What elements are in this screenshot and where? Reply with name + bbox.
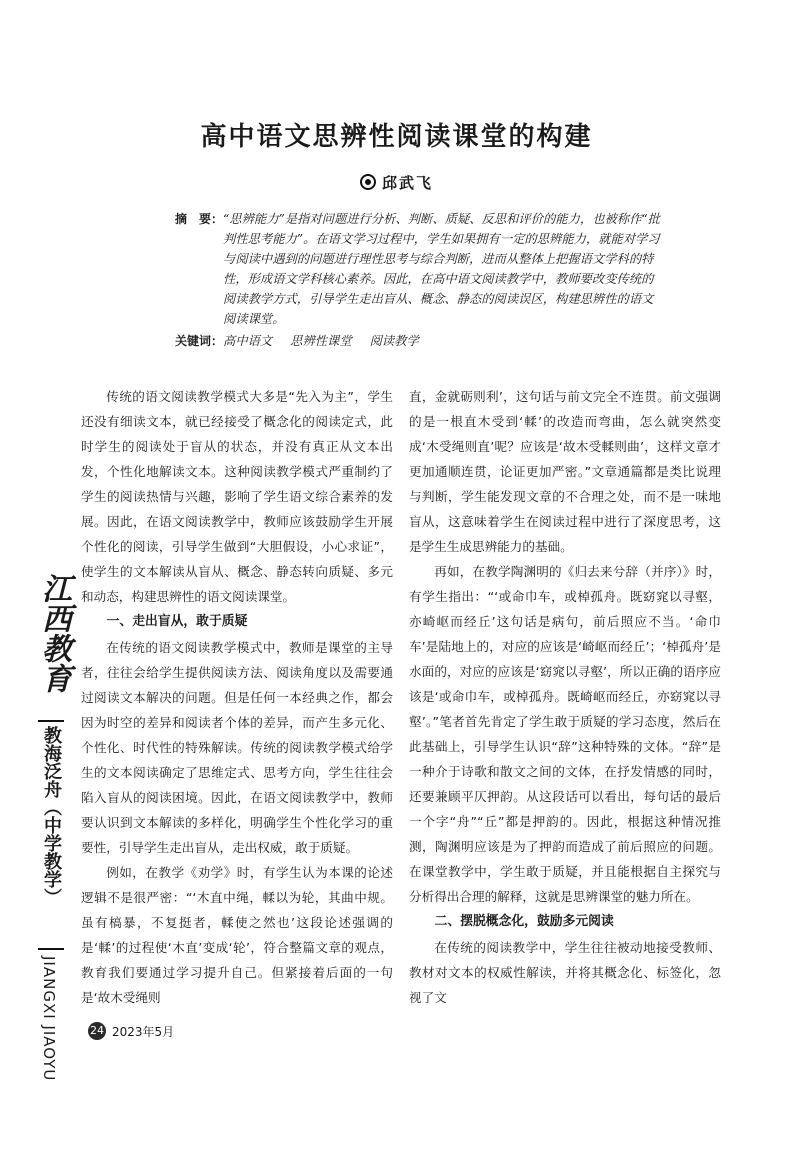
keywords-row <box>175 331 665 351</box>
journal-sidebar <box>34 548 71 1176</box>
section-name: 教海泛舟（中学教学） <box>38 720 64 950</box>
keyword: 阅读教学 <box>369 334 419 348</box>
paragraph: 在传统的语文阅读教学模式中，教师是课堂的主导者，往往会给学生提供阅读方法、阅读角度以及需要通过阅读文本解决的问题。但是任何一本经典之作，都会因为时空的差异和阅读者个体的差异，而产生多元化、个性化、时代性的特殊解读。传统的阅读教学模式给学生的文本阅读确定了思维定式、思考方向，学生往往会陷入盲从的阅读困境。因此，在语文阅读教学中，教师要认识到文本解读的多样化，明确学生个性化学习的重要性，引导学生走出盲从，走出权威，敢于质疑。 <box>81 640 393 855</box>
section-heading-2: 二、摆脱概念化，鼓励多元阅读 <box>434 914 614 929</box>
keyword: 思辨性课堂 <box>290 334 352 348</box>
keywords-label: 关键词： <box>175 334 224 348</box>
journal-logo: 江西教育 <box>36 573 71 693</box>
section-heading-1: 一、走出盲从，敢于质疑 <box>106 614 248 629</box>
page-number: 24 <box>88 1022 106 1040</box>
keywords-list <box>223 331 433 351</box>
paragraph: 传统的语文阅读教学模式大多是“先入为主”，学生还没有细读文本，就已经接受了概念化的阅读定式，此时学生的阅读处于盲从的状态，并没有真正从文本出发，个性化地解读文本。这种阅读教学模式严重制约了学生的阅读热情与兴趣，影响了学生语文综合素养的发展。因此，在语文阅读教学中，教师应该鼓励学生开展个性化的阅读，引导学生做到“大胆假设，小心求证”，使学生的文本解读从盲从、概念、静态转向质疑、多元和动态，构建思辨性的语文阅读课堂。 <box>81 389 393 604</box>
journal-english-name: JIANGXI JIAOYU <box>40 956 58 1082</box>
bullet-icon <box>360 174 376 190</box>
abstract-row <box>175 209 665 329</box>
abstract-text: “思辨能力”是指对问题进行分析、判断、质疑、反思和评价的能力，也被称作“批判性思考能力”。在语文学习过程中，学生如果拥有一定的思辨能力，就能对学习与阅读中遇到的问题进行理性思考与综合判断，进而从整体上把握语文学科的特性，形成语文学科核心素养。因此，在高中语文阅读教学中，教师要改变传统的阅读教学方式，引导学生走出盲从、概念、静态的阅读误区，构建思辨性的语文阅读课堂。 <box>223 212 660 326</box>
issue-date: 2023年5月 <box>112 1024 175 1039</box>
paragraph: 再如，在教学陶渊明的《归去来兮辞（并序）》时，有学生指出：“‘或命巾车，或棹孤舟。既窈窕以寻壑，亦崎岖而经丘’这句话是病句，前后照应不当。‘命巾车’是陆地上的，对应的应该是‘崎岖而经丘’；‘棹孤舟’是水面的，对应的应该是‘窈窕以寻壑’，所以正确的语序应该是‘或命巾车，或棹孤舟。既崎岖而经丘，亦窈窕以寻壑’。”笔者首先肯定了学生敢于质疑的学习态度，然后在此基础上，引导学生认识“辞”这种特殊的文体。“辞”是一种介于诗歌和散文之间的文体，在抒发情感的同时，还要兼顾平仄押韵。从这段话可以看出，每句话的最后一个字“舟”“丘”都是押韵的。因此，根据这种情况推测，陶渊明应该是为了押韵而造成了前后照应的问题。在课堂教学中，学生敢于质疑，并且能根据自主探究与分析得出合理的解释，这就是思辨课堂的魅力所在。 <box>409 564 721 904</box>
keyword: 高中语文 <box>223 334 273 348</box>
paragraph: 例如，在教学《劝学》时，有学生认为本课的论述逻辑不是很严密：“‘木直中绳，輮以为轮，其曲中规。虽有槁暴，不复挺者，輮使之然也’这段论述强调的是‘輮’的过程使‘木直’变成‘轮’，符合整篇文章的观点，教育我们要通过学习提升自己。但紧接着后面的一句是‘故木受绳则 <box>81 865 393 1005</box>
paragraph: 直，金就砺则利’，这句话与前文完全不连贯。前文强调的是一根直木受到‘輮’的改造而弯曲，怎么就突然变成‘木受绳则直’呢？应该是‘故木受輮则曲’，这样文章才更加通顺连贯，论证更加严密。”文章通篇都是类比说理与判断，学生能发现文章的不合理之处，而不是一味地盲从，这意味着学生在阅读过程中进行了深度思考，这是学生生成思辨能力的基础。 <box>409 389 721 554</box>
page-footer <box>88 1022 174 1040</box>
author-line <box>0 172 793 193</box>
abstract-label: 摘 要： <box>175 212 224 226</box>
author-name: 邱武飞 <box>381 174 433 192</box>
abstract-block <box>175 209 665 351</box>
left-column <box>81 384 393 1010</box>
article-title: 高中语文思辨性阅读课堂的构建 <box>200 122 593 152</box>
right-column <box>409 384 721 1010</box>
paragraph: 在传统的阅读教学中，学生往往被动地接受教师、教材对文本的权威性解读，并将其概念化、标签化，忽视了文 <box>409 940 721 1005</box>
